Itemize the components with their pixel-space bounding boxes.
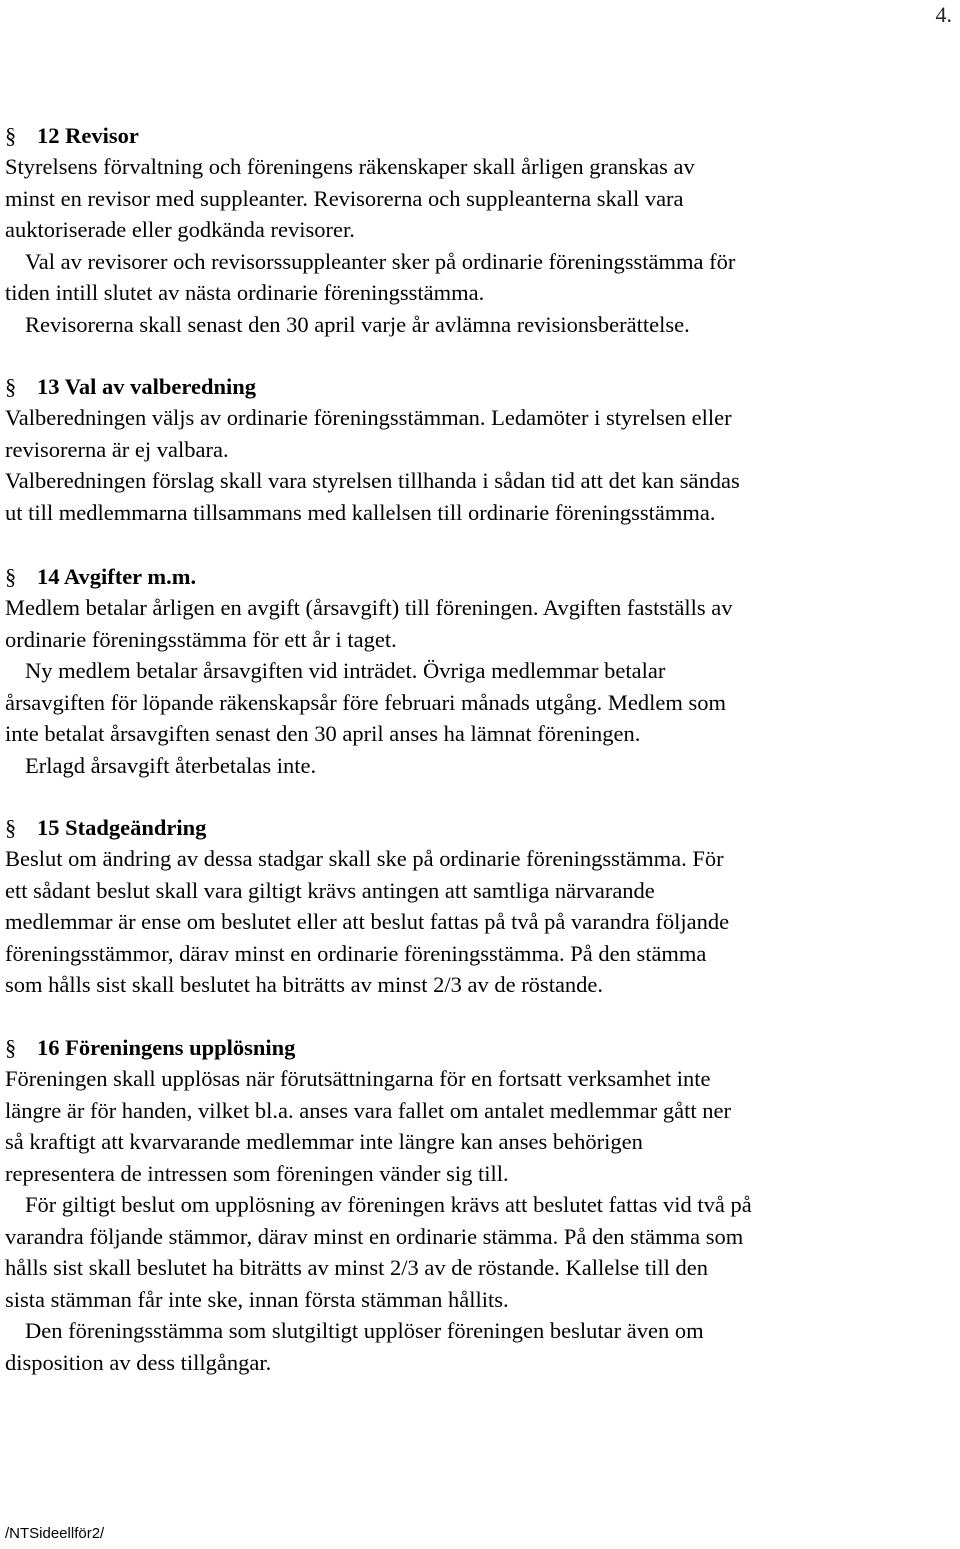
paragraph-symbol: § (5, 1035, 17, 1060)
text-line: så kraftigt att kvarvarande medlemmar inte längre kan anses behörigen (5, 1129, 643, 1154)
section-15-stadgeandring (5, 812, 950, 1001)
text-line: Ny medlem betalar årsavgiften vid inträdet. Övriga medlemmar betalar (25, 658, 666, 683)
text-line: revisorerna är ej valbara. (5, 436, 229, 462)
section-heading (5, 1032, 950, 1063)
paragraph-symbol: § (5, 564, 17, 589)
text-line: Erlagd årsavgift återbetalas inte. (25, 752, 317, 778)
text-line: Den föreningsstämma som slutgiltigt upplöser föreningen beslutar även om (25, 1318, 704, 1343)
section-heading (5, 371, 950, 402)
footer-reference: /NTSideellför2/ (5, 1525, 105, 1542)
text-line: ut till medlemmarna tillsammans med kallelsen till ordinarie föreningsstämma. (5, 499, 716, 525)
paragraph-symbol: § (5, 374, 17, 399)
text-line: representera de intressen som föreningen vänder sig till. (5, 1160, 509, 1186)
text-line: medlemmar är ense om beslutet eller att beslut fattas på två på varandra följande (5, 909, 730, 934)
section-title: 16 Föreningens upplösning (37, 1035, 296, 1060)
section-title: 14 Avgifter m.m. (37, 564, 197, 589)
text-line: För giltigt beslut om upplösning av föreningen krävs att beslutet fattas vid två på (25, 1192, 752, 1217)
section-title: 12 Revisor (37, 123, 139, 148)
text-line: ordinarie föreningsstämma för ett år i taget. (5, 626, 397, 652)
text-line: Valberedningen väljs av ordinarie föreningsstämman. Ledamöter i styrelsen eller (5, 405, 732, 430)
text-line: sista stämman får inte ske, innan första stämman hållits. (5, 1286, 509, 1312)
text-line: varandra följande stämmor, därav minst en ordinarie stämma. På den stämma som (5, 1223, 744, 1249)
section-heading (5, 561, 950, 592)
section-heading (5, 120, 950, 151)
section-title: 15 Stadgeändring (37, 815, 207, 840)
text-line: årsavgiften för löpande räkenskapsår före februari månads utgång. Medlem som (5, 689, 726, 715)
section-13-valberedning (5, 371, 950, 528)
text-line: minst en revisor med suppleanter. Revisorerna och suppleanterna skall vara (5, 185, 684, 211)
text-line: Styrelsens förvaltning och föreningens räkenskaper skall årligen granskas av (5, 154, 695, 179)
section-heading (5, 812, 950, 843)
text-line: Val av revisorer och revisorssuppleanter sker på ordinarie föreningsstämma för (25, 248, 736, 274)
text-line: Föreningen skall upplösas när förutsättningarna för en fortsatt verksamhet inte (5, 1066, 711, 1091)
text-line: Beslut om ändring av dessa stadgar skall ske på ordinarie föreningsstämma. För (5, 846, 724, 871)
section-14-avgifter (5, 561, 950, 781)
text-line: inte betalat årsavgiften senast den 30 april anses ha lämnat föreningen. (5, 721, 641, 746)
text-line: Valberedningen förslag skall vara styrelsen tillhanda i sådan tid att det kan sändas (5, 468, 740, 493)
text-line: tiden intill slutet av nästa ordinarie föreningsstämma. (5, 280, 485, 305)
page-number: 4. (935, 2, 952, 27)
paragraph-symbol: § (5, 815, 17, 840)
text-line: ett sådant beslut skall vara giltigt krävs antingen att samtliga närvarande (5, 877, 655, 903)
text-line: Medlem betalar årligen en avgift (årsavgift) till föreningen. Avgiften fastställs av (5, 595, 733, 620)
text-line: disposition av dess tillgångar. (5, 1349, 272, 1375)
text-line: hålls sist skall beslutet ha biträtts av minst 2/3 av de röstande. Kallelse till den (5, 1255, 708, 1280)
text-line: föreningsstämmor, därav minst en ordinarie föreningsstämma. På den stämma (5, 940, 707, 966)
text-line: som hålls sist skall beslutet ha biträtts av minst 2/3 av de röstande. (5, 972, 604, 997)
paragraph-symbol: § (5, 123, 17, 148)
section-16-upplosning (5, 1032, 950, 1378)
text-line: längre är för handen, vilket bl.a. anses vara fallet om antalet medlemmar gått ner (5, 1097, 731, 1123)
section-12-revisor (5, 120, 950, 340)
section-title: 13 Val av valberedning (37, 374, 257, 399)
text-line: auktoriserade eller godkända revisorer. (5, 217, 355, 242)
text-line: Revisorerna skall senast den 30 april varje år avlämna revisionsberättelse. (25, 311, 690, 337)
